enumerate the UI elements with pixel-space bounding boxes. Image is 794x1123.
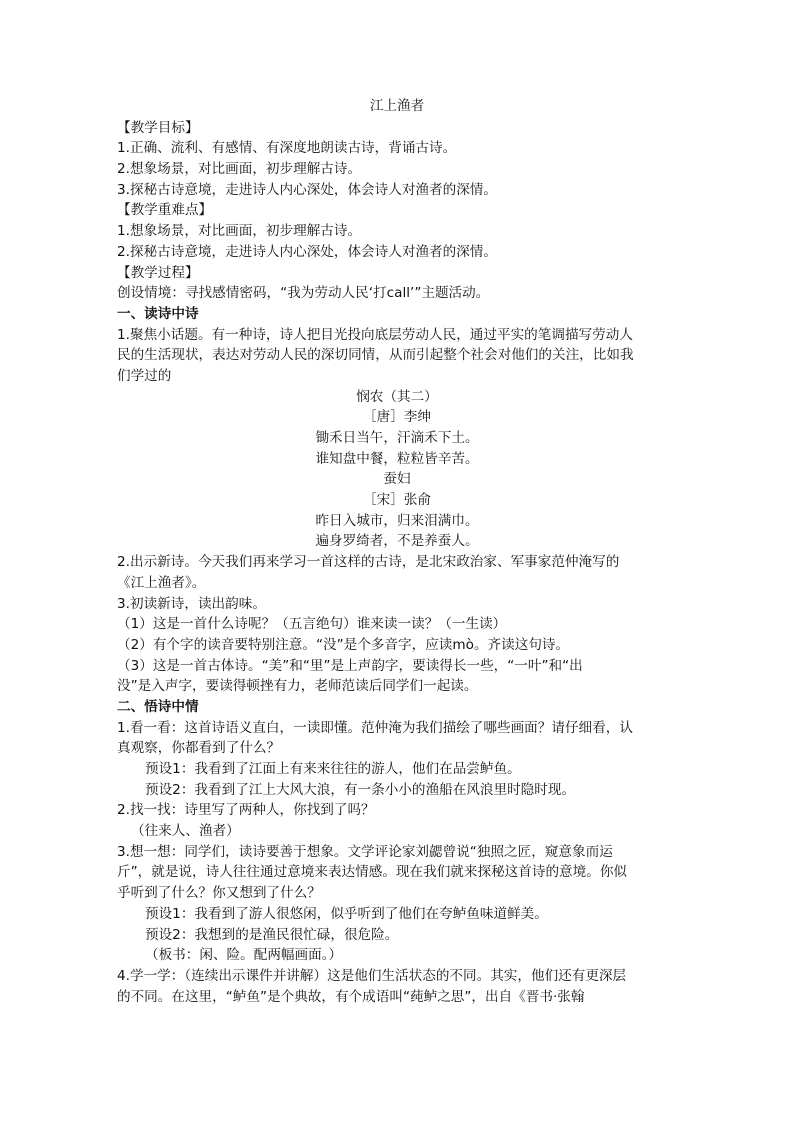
poem2-line: 昨日入城市，归来泪满巾。 — [315, 512, 479, 529]
objective-3: 3.探秘古诗意境，走进诗人内心深处，体会诗人对渔者的深情。 — [117, 181, 497, 198]
objective-1: 1.正确、流利、有感情、有深度地朗读古诗，背诵古诗。 — [117, 140, 457, 157]
document-page — [117, 96, 677, 1007]
paragraph-line: 1.聚焦小话题。有一种诗，诗人把目光投向底层劳动人民，通过平实的笔调描写劳动人 — [117, 326, 633, 343]
poem1-author: ［唐］李绅 — [363, 409, 431, 426]
paragraph-line: 乎听到了什么？你又想到了什么？ — [117, 885, 321, 902]
paragraph-line: 真观察，你都看到了什么？ — [117, 740, 281, 757]
intro-paragraph: 创设情境：寻找感情密码，“我为劳动人民‘打call’”主题活动。 — [117, 285, 490, 302]
part2-heading: 二、悟诗中情 — [117, 698, 199, 715]
poem2-author: ［宋］张俞 — [363, 492, 431, 509]
paragraph-line: 斤”，就是说，诗人往往通过意境来表达情感。现在我们就来探秘这首诗的意境。你似 — [117, 864, 628, 881]
paragraph-line: 的不同。在这里，“鲈鱼”是个典故，有个成语叫“莼鲈之思”，出自《晋书·张翰 — [117, 988, 585, 1005]
paragraph-line: 们学过的 — [117, 367, 172, 384]
paragraph-line: 没”是入声字，要读得顿挫有力，老师范读后同学们一起读。 — [117, 678, 478, 695]
paragraph-line: （2）有个字的读音要特别注意。“没”是个多音字，应读mò。齐读这句诗。 — [117, 636, 570, 653]
poem2-title: 蚕妇 — [383, 471, 411, 488]
poem2-line: 遍身罗绮者，不是养蚕人。 — [315, 533, 479, 550]
key-point-2: 2.探秘古诗意境，走进诗人内心深处，体会诗人对渔者的深情。 — [117, 243, 497, 260]
preset-answer: 预设2：我想到的是渔民很忙碌，很危险。 — [145, 926, 399, 943]
preset-answer: 预设1：我看到了江面上有来来往往的游人，他们在品尝鲈鱼。 — [145, 761, 521, 777]
paragraph-line: 4.学一学：（连续出示课件并讲解）这是他们生活状态的不同。其实，他们还有更深层 — [117, 967, 627, 984]
section-heading-key-points: 【教学重难点】 — [117, 202, 213, 219]
poem1-line: 谁知盘中餐，粒粒皆辛苦。 — [315, 450, 479, 467]
key-point-1: 1.想象场景，对比画面，初步理解古诗。 — [117, 223, 362, 240]
paragraph-line: 2.出示新诗。今天我们再来学习一首这样的古诗，是北宋政治家、军事家范仲淹写的 — [117, 554, 620, 571]
paragraph-line: 民的生活现状，表达对劳动人民的深切同情，从而引起整个社会对他们的关注，比如我 — [117, 347, 634, 364]
paragraph-line: 3.初读新诗，读出韵味。 — [117, 595, 266, 612]
paragraph-line: 1.看一看：这首诗语义直白，一读即懂。范仲淹为我们描绘了哪些画面？请仔细看，认 — [117, 719, 633, 736]
paragraph-line: 3.想一想：同学们，读诗要善于想象。文学评论家刘勰曾说“独照之匠，窥意象而运 — [117, 843, 613, 860]
part1-heading: 一、读诗中诗 — [117, 305, 199, 322]
paragraph-line: 《江上渔者》。 — [117, 574, 206, 591]
poem1-line: 锄禾日当午，汗滴禾下土。 — [315, 430, 479, 446]
board-note: （板书：闲、险。配两幅画面。） — [145, 947, 343, 964]
objective-2: 2.想象场景，对比画面，初步理解古诗。 — [117, 161, 362, 178]
paragraph-line: 2.找一找：诗里写了两种人，你找到了吗？ — [117, 802, 375, 819]
section-heading-objectives: 【教学目标】 — [117, 119, 199, 136]
poem1-title: 悯农（其二） — [356, 388, 438, 405]
preset-answer: 预设2：我看到了江上大风大浪，有一条小小的渔船在风浪里时隐时现。 — [145, 781, 576, 798]
preset-answer: 预设1：我看到了游人很悠闲，似乎听到了他们在夸鲈鱼味道鲜美。 — [145, 905, 548, 922]
answer-note: （往来人、渔者） — [131, 823, 240, 840]
section-heading-process: 【教学过程】 — [117, 264, 199, 281]
document-title: 江上渔者 — [369, 98, 425, 114]
paragraph-line: （1）这是一首什么诗呢？（五言绝句）谁来读一读？（一生读） — [117, 616, 507, 633]
paragraph-line: （3）这是一首古体诗。“美”和“里”是上声韵字，要读得长一些，“一叶”和“出 — [117, 657, 583, 674]
